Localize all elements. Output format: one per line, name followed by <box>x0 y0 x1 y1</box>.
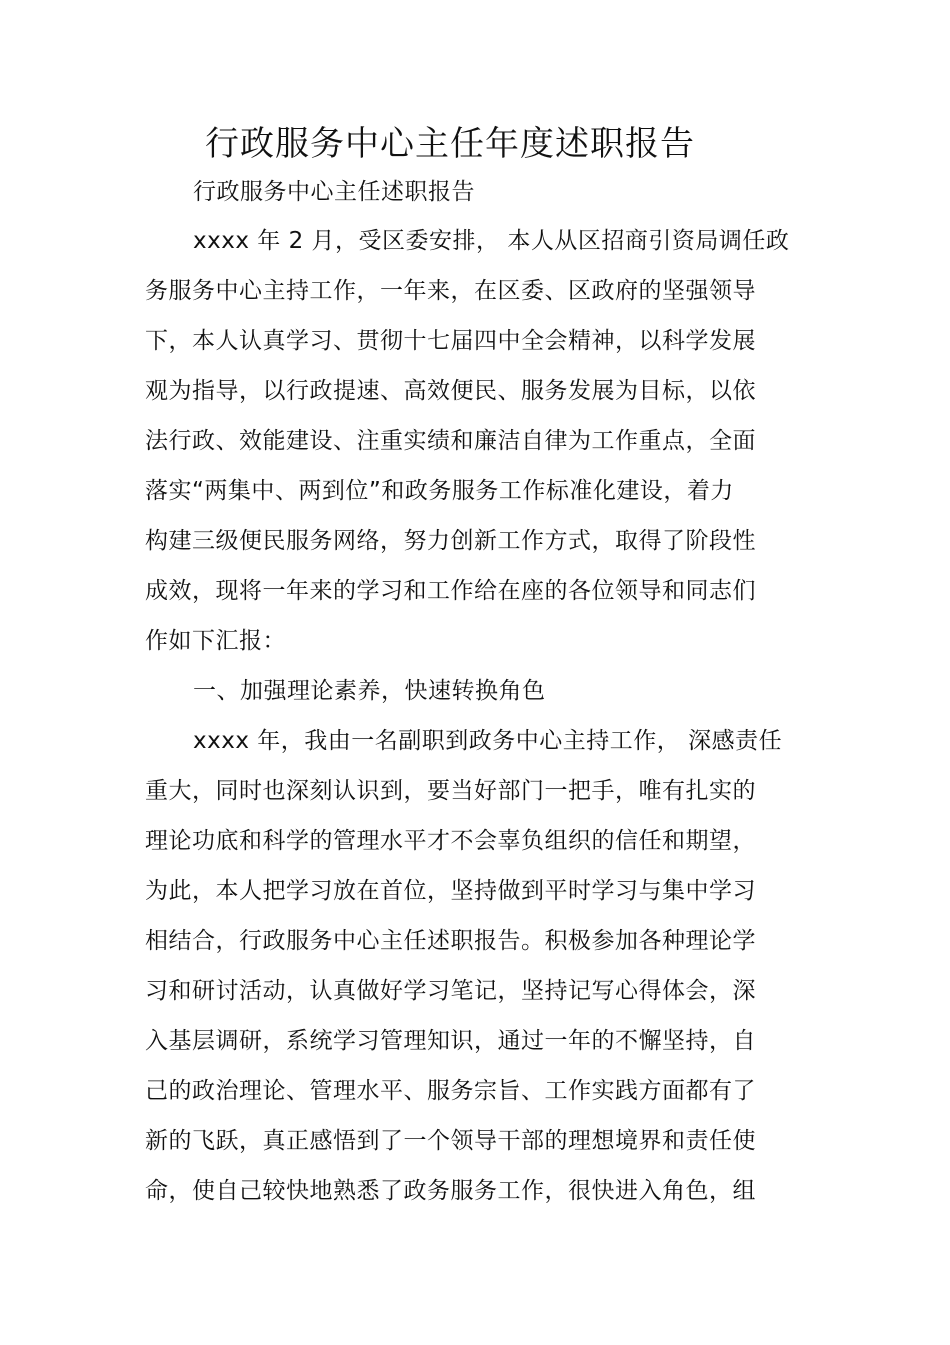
paragraph-1-line: 法行政、效能建设、注重实绩和廉洁自律为工作重点，全面 <box>145 428 756 454</box>
paragraph-2-line: 新的飞跃，真正感悟到了一个领导干部的理想境界和责任使 <box>145 1128 756 1154</box>
paragraph-1-line: 成效，现将一年来的学习和工作给在座的各位领导和同志们 <box>145 578 756 604</box>
paragraph-1-line: 落实“两集中、两到位”和政务服务工作标准化建设，着力 <box>145 478 734 504</box>
paragraph-2-line: 习和研讨活动，认真做好学习笔记，坚持记写心得体会，深 <box>145 978 756 1004</box>
paragraph-1-line: xxxx 年 2 月，受区委安排， 本人从区招商引资局调任政 <box>193 228 790 254</box>
section-heading: 一、加强理论素养，快速转换角色 <box>193 678 546 704</box>
paragraph-2-line: 理论功底和科学的管理水平才不会辜负组织的信任和期望， <box>145 828 756 854</box>
paragraph-2-line: 入基层调研，系统学习管理知识，通过一年的不懈坚持，自 <box>145 1028 756 1054</box>
paragraph-1-line: 作如下汇报： <box>145 628 286 654</box>
document-title: 行政服务中心主任年度述职报告 <box>205 124 695 164</box>
document-subtitle: 行政服务中心主任述职报告 <box>193 179 475 205</box>
paragraph-1-line: 下，本人认真学习、贯彻十七届四中全会精神，以科学发展 <box>145 328 756 354</box>
paragraph-2-line: 相结合，行政服务中心主任述职报告。积极参加各种理论学 <box>145 928 756 954</box>
paragraph-1-line: 构建三级便民服务网络，努力创新工作方式，取得了阶段性 <box>145 528 756 554</box>
paragraph-2-line: 命，使自己较快地熟悉了政务服务工作，很快进入角色，组 <box>145 1178 756 1204</box>
paragraph-2-line: xxxx 年，我由一名副职到政务中心主持工作， 深感责任 <box>193 728 783 754</box>
paragraph-2-line: 重大，同时也深刻认识到，要当好部门一把手，唯有扎实的 <box>145 778 756 804</box>
paragraph-2-line: 己的政治理论、管理水平、服务宗旨、工作实践方面都有了 <box>145 1078 756 1104</box>
paragraph-1-line: 观为指导，以行政提速、高效便民、服务发展为目标，以依 <box>145 378 756 404</box>
paragraph-1-line: 务服务中心主持工作，一年来，在区委、区政府的坚强领导 <box>145 278 756 304</box>
paragraph-2-line: 为此，本人把学习放在首位，坚持做到平时学习与集中学习 <box>145 878 756 904</box>
